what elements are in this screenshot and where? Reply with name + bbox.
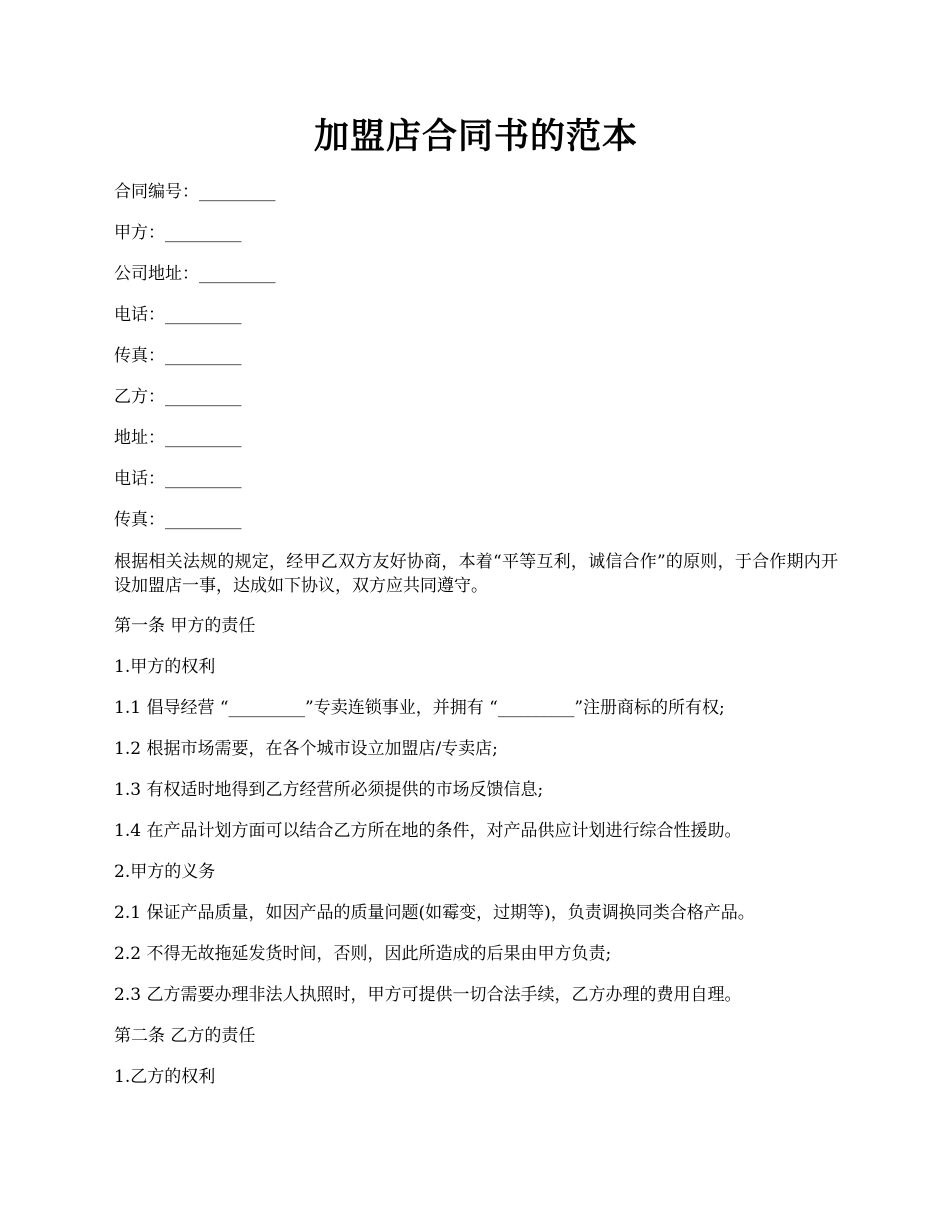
- company-address-field: 公司地址：_________: [114, 264, 276, 284]
- party-b-field: 乙方：_________: [114, 387, 242, 407]
- party-a-rights-heading: 1.甲方的权利: [114, 657, 216, 677]
- party-b-phone-field: 电话：_________: [114, 469, 242, 489]
- clause-2-2: 2.2 不得无故拖延发货时间，否则，因此所造成的后果由甲方负责;: [114, 944, 612, 964]
- party-b-address-field: 地址：_________: [114, 428, 242, 448]
- document-body: [114, 181, 838, 1089]
- party-a-phone-field: 电话：_________: [114, 305, 242, 325]
- party-a-field: 甲方：_________: [114, 223, 242, 243]
- clause-1-4: 1.4 在产品计划方面可以结合乙方所在地的条件，对产品供应计划进行综合性援助。: [114, 821, 742, 841]
- clause-2-3: 2.3 乙方需要办理非法人执照时，甲方可提供一切合法手续，乙方办理的费用自理。: [114, 985, 742, 1005]
- intro-paragraph: 根据相关法规的规定，经甲乙双方友好协商，本着“平等互利，诚信合作”的原则，于合作期内开设加盟店一事，达成如下协议，双方应共同遵守。: [114, 552, 838, 596]
- contract-number-field: 合同编号：_________: [114, 182, 276, 202]
- party-a-obligations-heading: 2.甲方的义务: [114, 862, 216, 882]
- document-title: 加盟店合同书的范本: [313, 116, 638, 157]
- article-1-heading: 第一条 甲方的责任: [114, 616, 256, 636]
- article-2-heading: 第二条 乙方的责任: [114, 1026, 256, 1046]
- clause-1-1: 1.1 倡导经营 “_________”专卖连锁事业，并拥有 “_________”注册商标的所有权;: [114, 698, 725, 718]
- clause-1-3: 1.3 有权适时地得到乙方经营所必须提供的市场反馈信息;: [114, 780, 544, 800]
- party-a-fax-field: 传真：_________: [114, 346, 242, 366]
- party-b-fax-field: 传真：_________: [114, 510, 242, 530]
- clause-2-1: 2.1 保证产品质量，如因产品的质量问题(如霉变，过期等)，负责调换同类合格产品。: [114, 903, 755, 923]
- clause-1-2: 1.2 根据市场需要，在各个城市设立加盟店/专卖店;: [114, 739, 498, 759]
- party-b-rights-heading: 1.乙方的权利: [114, 1067, 216, 1087]
